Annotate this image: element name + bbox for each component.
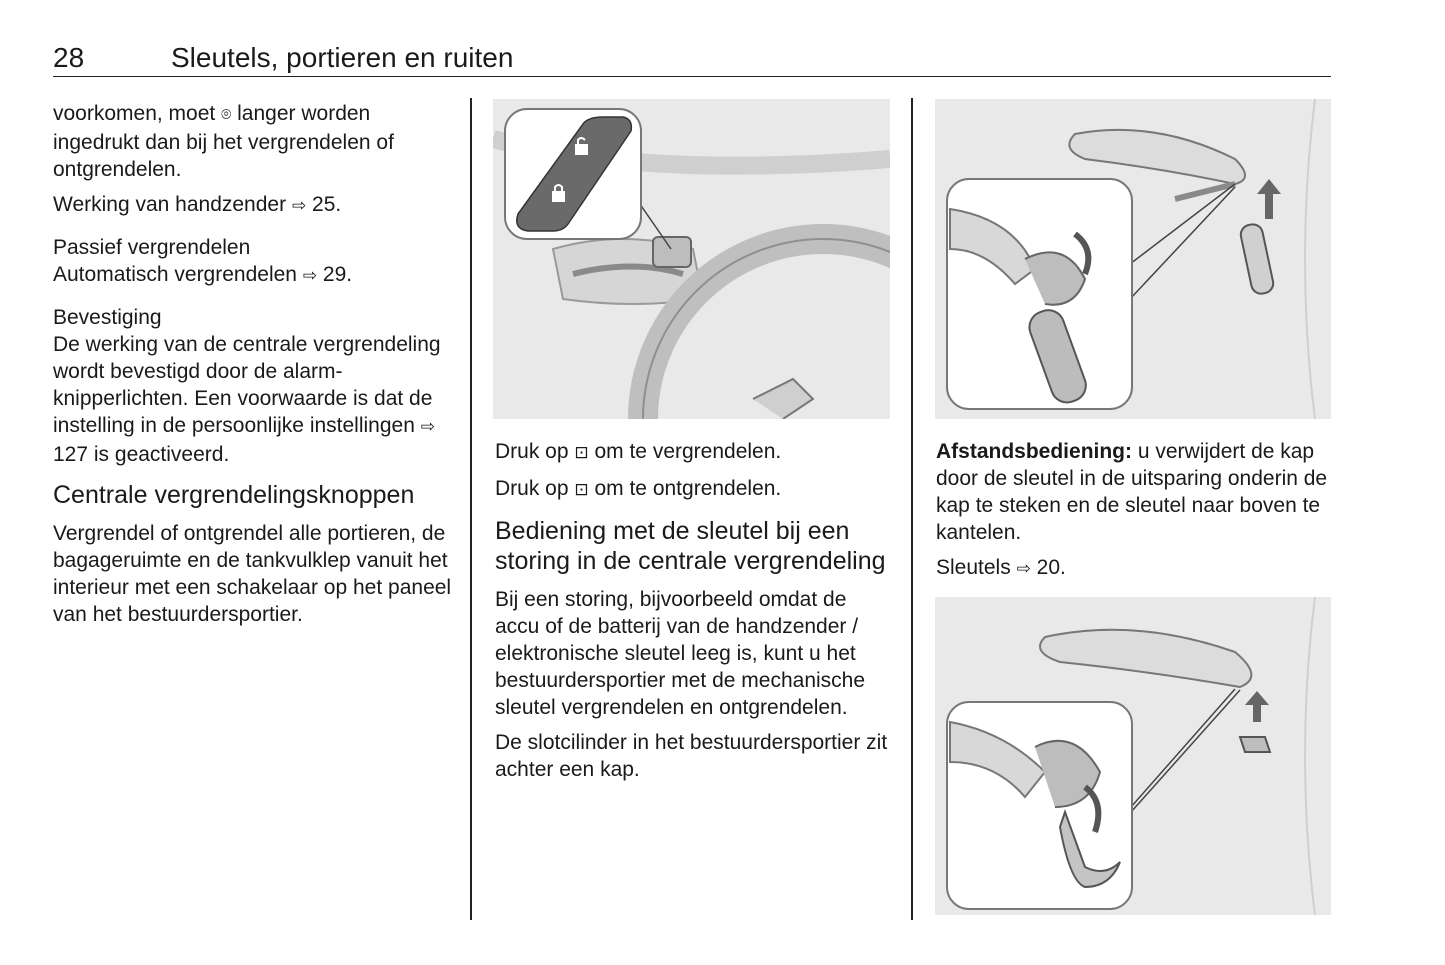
paragraph-sleutels-ref: Sleutels ⇨ 20. — [936, 556, 1066, 579]
column-1 — [53, 100, 453, 636]
paragraph-handzender-ref: Werking van handzender ⇨ 25. — [53, 193, 342, 216]
column-divider-right — [911, 98, 913, 920]
instruction-unlock: Druk op ⊡ om te ontgrendelen. — [495, 477, 782, 500]
paragraph-intro: voorkomen, moet ⌾ langer worden ingedrukt dan bij het vergrendelen of ontgrendelen. — [53, 102, 394, 181]
paragraph-afstandsbediening: Afstandsbediening: u verwijdert de kap door de sleutel in de uitsparing onderin de kap te steken en de sleutel naar boven te kantelen. — [936, 440, 1328, 544]
section-heading-knoppen: Centrale vergrendelingsknoppen — [53, 481, 415, 509]
arrow-ref-icon: ⇨ — [420, 417, 435, 437]
column-3 — [936, 438, 1336, 591]
page-ref-link[interactable]: 25. — [312, 193, 342, 216]
page-ref-link[interactable]: 20. — [1036, 556, 1066, 579]
remote-icon: ⌾ — [221, 105, 232, 125]
instruction-lock: Druk op ⊡ om te vergrendelen. — [495, 440, 782, 463]
page-ref-link[interactable]: 29. — [322, 263, 353, 286]
figure-door-handle-cap — [935, 99, 1331, 419]
arrow-ref-icon: ⇨ — [291, 196, 307, 216]
figure-key-cylinder — [935, 597, 1331, 915]
term-afstandsbediening: Afstandsbediening: — [936, 440, 1133, 463]
subheading-passief: Passief vergrendelen — [53, 236, 251, 259]
unlock-icon: ⊡ — [574, 480, 589, 500]
paragraph-slotcilinder: De slotcilinder in het bestuurdersportier zit achter een kap. — [495, 731, 888, 781]
figure-door-lock-buttons — [493, 99, 890, 419]
section-heading-storing: Bediening met de sleutel bij een storing in de centrale vergrendeling — [495, 517, 886, 575]
section-bevestiging: Bevestiging De werking van de centrale vergrendeling wordt bevestigd door de alarmknipperlichten. Een voorwaarde is dat de instelling in de persoonlijke instellingen ⇨ 127 is geactiveerd. — [53, 306, 441, 466]
section-passief: Passief vergrendelen Automatisch vergrendelen ⇨ 29. — [53, 236, 353, 286]
paragraph-storing: Bij een storing, bijvoorbeeld omdat de accu of de batterij van de handzender / elektronische sleutel leeg is, kunt u het bestuurdersportier met de mechanische sleutel vergrendelen en ontgrendelen. — [495, 588, 866, 719]
arrow-ref-icon: ⇨ — [1016, 559, 1031, 579]
lock-icon: ⊡ — [574, 443, 589, 463]
paragraph-knoppen: Vergrendel of ontgrendel alle portieren, de bagageruimte en de tankvulklep vanuit het interieur met een schakelaar op het paneel van het bestuurdersportier. — [53, 522, 452, 626]
page-title: Sleutels, portieren en ruiten — [171, 42, 514, 73]
column-divider-left — [470, 98, 472, 920]
column-2 — [495, 438, 895, 791]
subheading-bevestiging: Bevestiging — [53, 306, 162, 329]
page-ref-link[interactable]: 127 — [53, 443, 89, 466]
arrow-ref-icon: ⇨ — [302, 266, 318, 286]
page-number: 28 — [53, 42, 85, 73]
page-header — [53, 40, 1331, 77]
